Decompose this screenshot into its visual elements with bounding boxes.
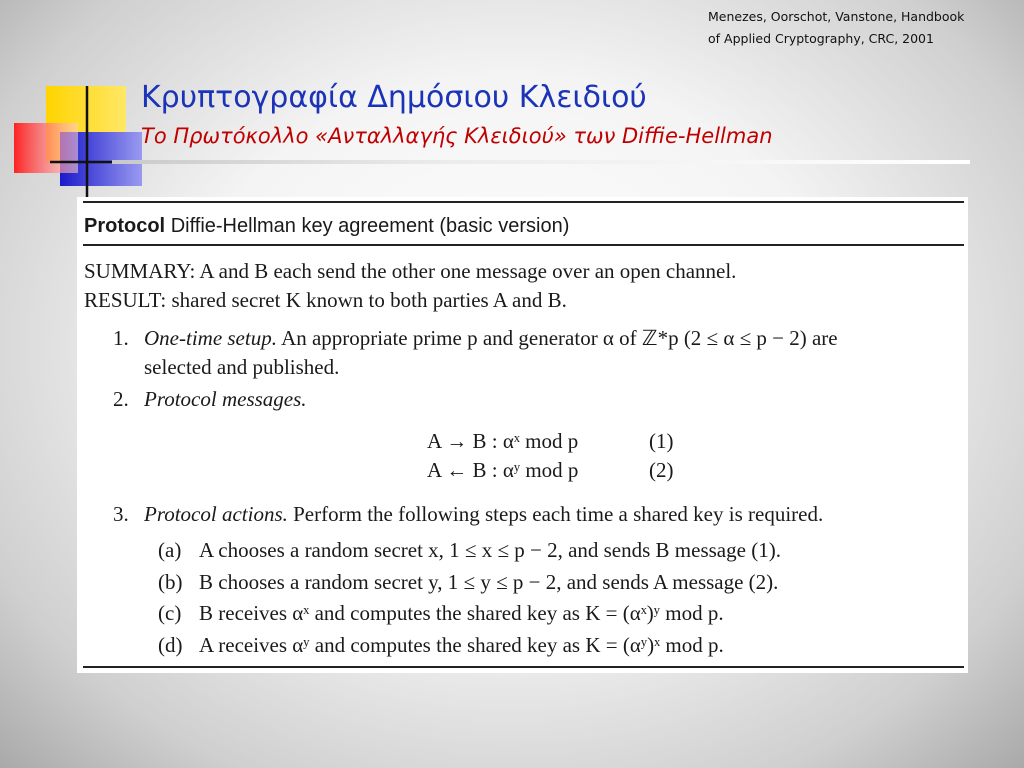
slide-title: Κρυπτογραφία Δημόσιου Κλειδιού [141,80,647,115]
step-3 [144,502,823,527]
summary: SUMMARY: A and B each send the other one message over an open channel. [84,259,737,283]
action-b-text: B chooses a random secret y, 1 ≤ y ≤ p − 2, and sends A message (2). [199,570,779,594]
action-a-text: A chooses a random secret x, 1 ≤ x ≤ p − 2, and sends B message (1). [199,538,781,562]
step-3-title: Protocol actions. [144,502,288,526]
citation-line-2: of Applied Cryptography, CRC, 2001 [708,31,934,46]
message-2-tag: (2) [649,458,674,482]
action-d-label: (d) [158,633,183,657]
protocol-header [84,215,569,238]
protocol-name: Diffie-Hellman key agreement (basic version) [170,215,570,237]
action-d-text: A receives αʸ and computes the shared key as K = (αʸ)ˣ mod p. [199,633,724,657]
action-a-label: (a) [158,538,182,562]
step-3-text: Perform the following steps each time a shared key is required. [293,502,824,526]
citation [708,6,964,50]
step-1-text: An appropriate prime p and generator α of ℤ*p (2 ≤ α ≤ p − 2) are [281,326,838,350]
decorative-squares-logo [0,0,160,210]
result: RESULT: shared secret K known to both parties A and B. [84,288,567,312]
step-1 [144,326,838,351]
message-1-tag: (1) [649,429,674,453]
step-1-title: One-time setup. [144,326,277,350]
step-1-text-2: selected and published. [144,355,340,379]
step-1-number: 1. [113,326,129,350]
action-b-label: (b) [158,570,183,594]
message-2-equation: A ← B : αʸ mod p [427,458,579,482]
red-square [14,123,78,173]
step-2-title: Protocol messages. [144,387,307,411]
action-c-text: B receives αˣ and computes the shared key as K = (αˣ)ʸ mod p. [199,601,724,625]
action-c-label: (c) [158,601,182,625]
slide-subtitle: Το Πρωτόκολλο «Ανταλλαγής Κλειδιού» των Diffie-Hellman [141,124,773,148]
message-1-equation: A → B : αˣ mod p [427,429,579,453]
citation-line-1: Menezes, Oorschot, Vanstone, Handbook [708,9,965,24]
step-2-number: 2. [113,387,129,411]
top-rule [83,201,964,203]
header-rule [83,244,964,246]
protocol-panel [77,197,968,673]
title-divider [112,160,970,164]
protocol-label: Protocol [84,215,166,237]
step-3-number: 3. [113,502,129,526]
bottom-rule [83,666,964,668]
